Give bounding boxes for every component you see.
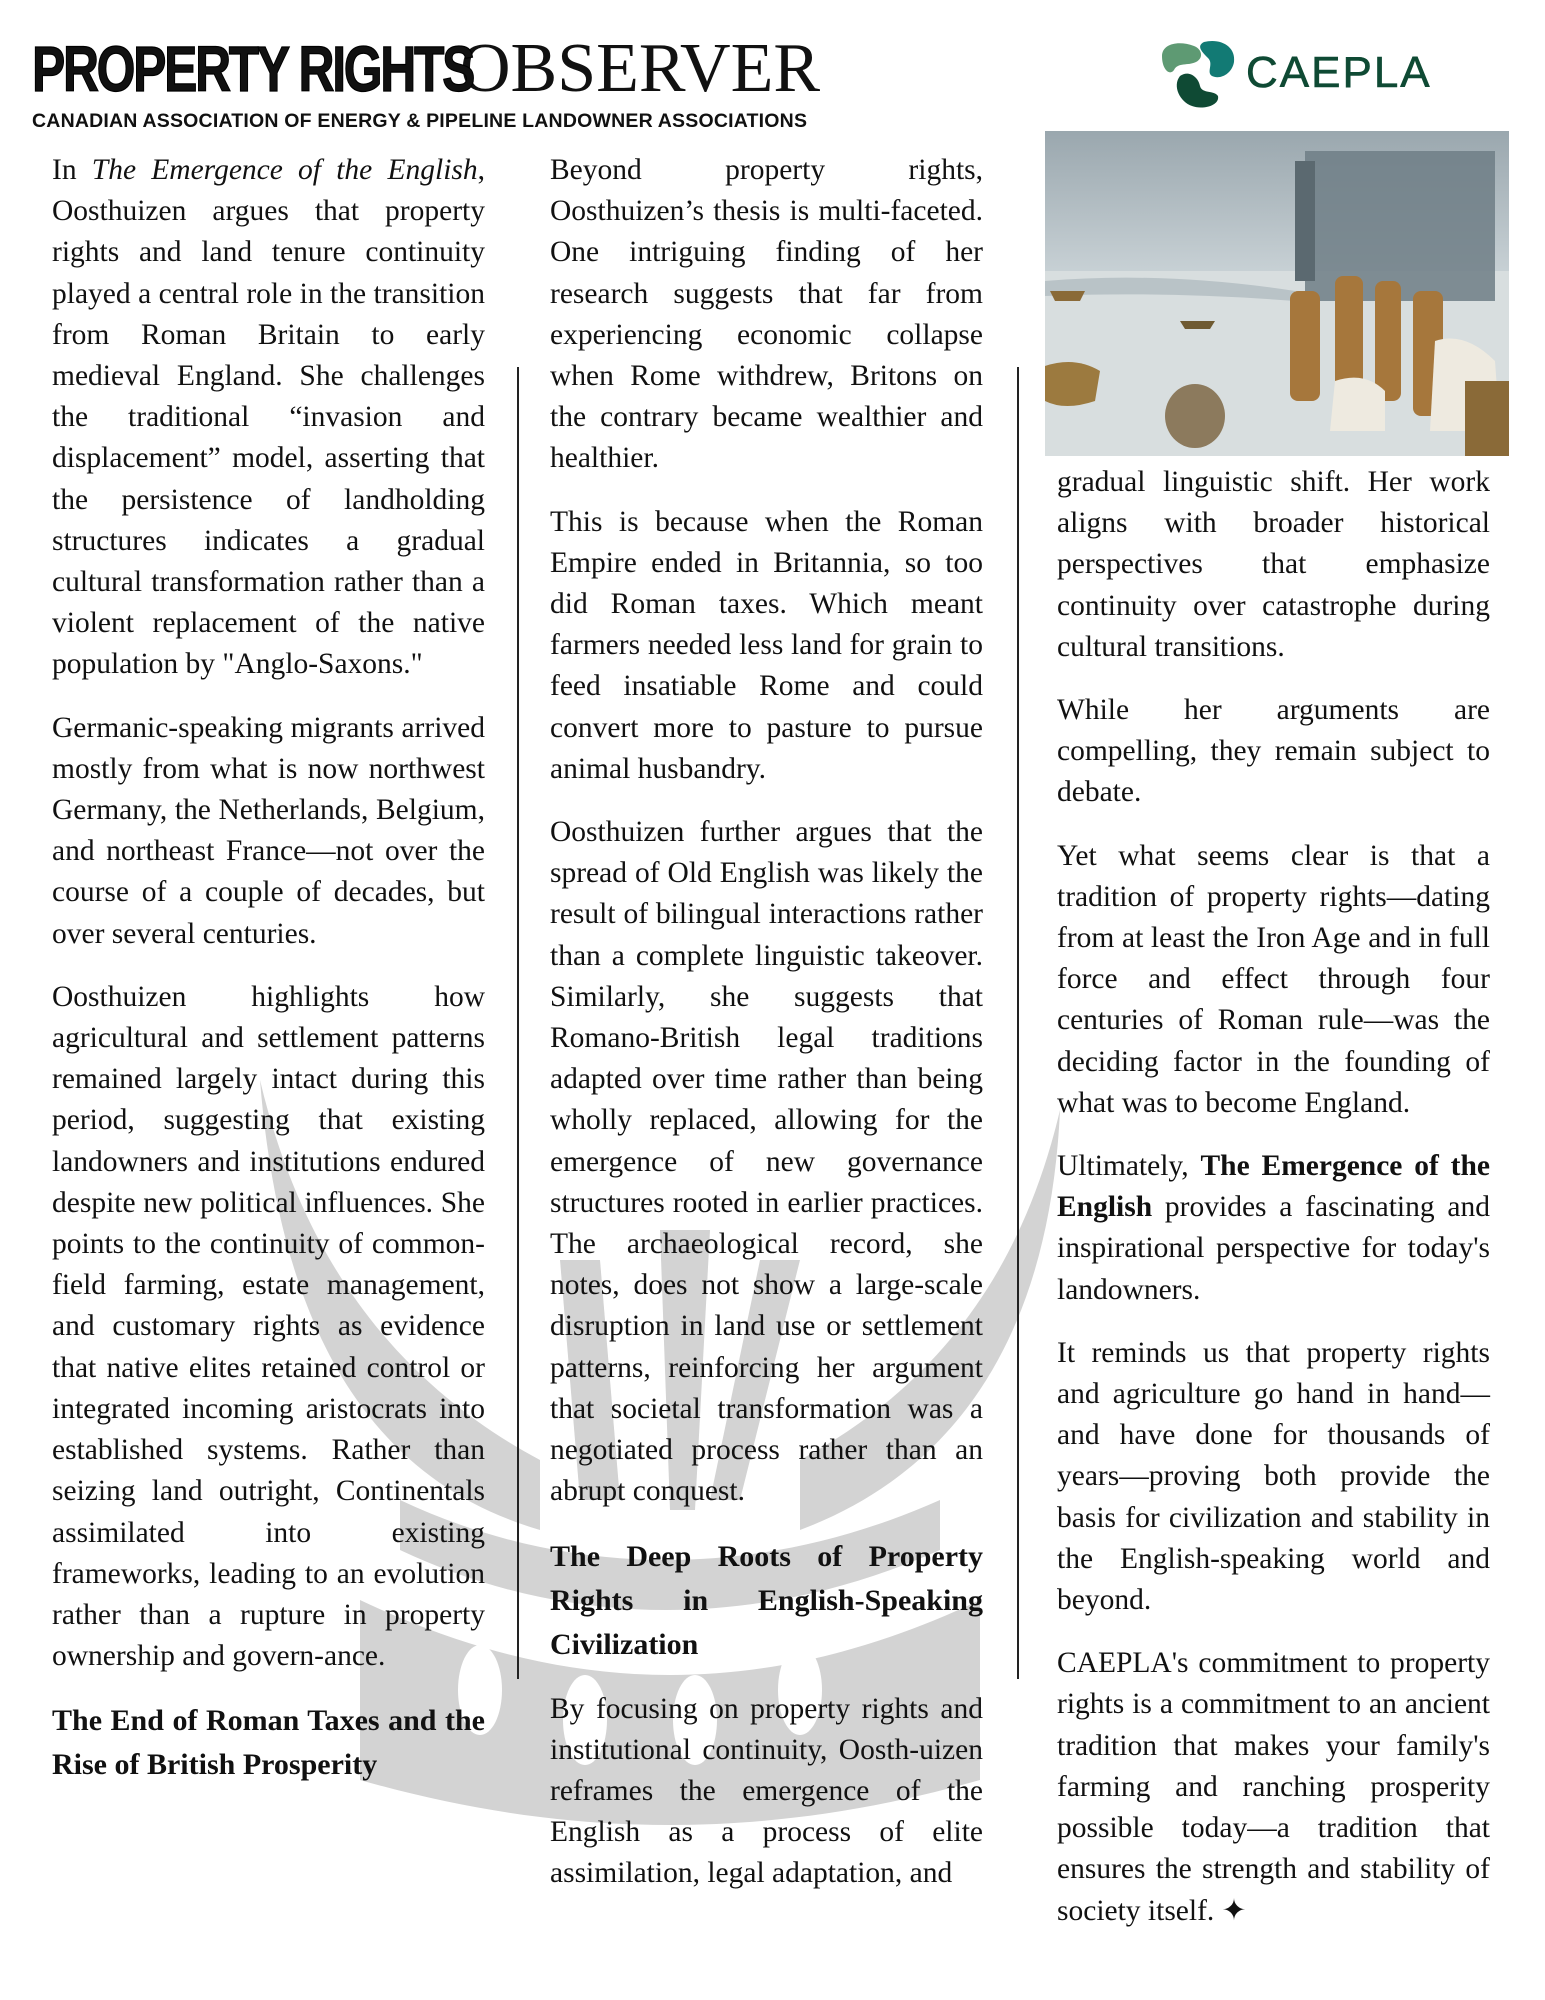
section-heading: The End of Roman Taxes and the Rise of British Prosperity <box>52 1704 485 1782</box>
column-divider <box>1017 367 1019 1679</box>
paragraph: Germanic-speaking migrants arrived mostly from what is now northwest Germany, the Netherlands, Belgium, and northeast France—not over the course of a couple of decades, but over several centuries. <box>52 711 485 950</box>
newsletter-title <box>32 30 821 107</box>
caepla-knot-logo-icon <box>1158 36 1240 110</box>
masthead <box>32 30 821 133</box>
title-bold-part: PROPERTY RIGHTS <box>32 33 474 105</box>
paragraph: This is because when the Roman Empire ended in Britannia, so too did Roman taxes. Which meant farmers needed less land for grain to feed insatiable Rome and could convert more to pasture to pursue animal husbandry. <box>550 505 983 785</box>
book-title: The Emergence of the English <box>91 154 478 186</box>
article-column-3 <box>1057 462 1490 1954</box>
logo-wordmark: CAEPLA <box>1246 48 1432 97</box>
paragraph: By focusing on property rights and institutional continuity, Oosth-uizen reframes the emergence of the English as a process of elite assimilation, legal adaptation, and <box>550 1692 983 1890</box>
paragraph: In The Emergence of the English, Oosthuizen argues that property rights and land tenure continuity played a central role in the transition from Roman Britain to early medieval England. She challenges the traditional “invasion and displacement” model, asserting that the persistence of landholding structures indicates a gradual cultural transformation rather than a violent replacement of the native population by "Anglo-Saxons." <box>52 154 485 681</box>
article-illustration <box>1045 131 1509 456</box>
article-column-1 <box>52 150 485 1809</box>
paragraph: Yet what seems clear is that a tradition of property rights—dating from at least the Iron Age and in full force and effect through four centuries of Roman rule—was the deciding factor in the founding of what was to become England. <box>1057 839 1490 1119</box>
paragraph: Ultimately, The Emergence of the English provides a fascinating and inspirational perspective for today's landowners. <box>1057 1150 1490 1306</box>
paragraph: While her arguments are compelling, they remain subject to debate. <box>1057 694 1490 809</box>
organization-subtitle: CANADIAN ASSOCIATION OF ENERGY & PIPELINE LANDOWNER ASSOCIATIONS <box>32 110 808 132</box>
book-title: The Emergence of the English <box>1057 1150 1490 1224</box>
caepla-logo <box>1158 36 1432 110</box>
paragraph: It reminds us that property rights and agriculture go hand in hand—and have done for thousands of years—proving both provide the basis for civilization and stability in the English-speaking world and beyond. <box>1057 1336 1490 1617</box>
column-divider <box>517 367 519 1679</box>
title-serif-part: OBSERVER <box>460 30 821 107</box>
paragraph: Oosthuizen highlights how agricultural and settlement patterns remained largely intact during this period, suggesting that existing landowners and institutions endured despite new political influences. She points to the continuity of common-field farming, estate management, and customary rights as evidence that native elites retained control or integrated incoming aristocrats into established systems. Rather than seizing land outright, Continentals assimilated into existing frameworks, leading to an evolution rather than a rupture in property ownership and govern-ance. <box>52 980 485 1673</box>
paragraph: CAEPLA's commitment to property rights is a commitment to an ancient tradition that makes your family's farming and ranching prosperity possible today—a tradition that ensures the strength and stability of society itself. ✦ <box>1057 1647 1490 1927</box>
paragraph: gradual linguistic shift. Her work aligns with broader historical perspectives that emphasize continuity over catastrophe during cultural transitions. <box>1057 466 1490 663</box>
paragraph: Oosthuizen further argues that the spread of Old English was likely the result of bilingual interactions rather than a complete linguistic takeover. Similarly, she suggests that Romano-British legal traditions adapted over time rather than being wholly replaced, allowing for the emergence of new governance structures rooted in earlier practices. The archaeological record, she notes, does not show a large-scale disruption in land use or settlement patterns, reinforcing her argument that societal transformation was a negotiated process rather than an abrupt conquest. <box>550 816 983 1508</box>
historical-painting-image <box>1045 131 1509 456</box>
paragraph: Beyond property rights, Oosthuizen’s thesis is multi-faceted. One intriguing finding of her research suggests that far from experiencing economic collapse when Rome withdrew, Britons on the contrary became wealthier and healthier. <box>550 154 983 475</box>
article-column-2 <box>550 150 983 1917</box>
section-heading: The Deep Roots of Property Rights in English-Speaking Civilization <box>550 1539 983 1661</box>
end-of-article-star-icon: ✦ <box>1221 1894 1247 1927</box>
